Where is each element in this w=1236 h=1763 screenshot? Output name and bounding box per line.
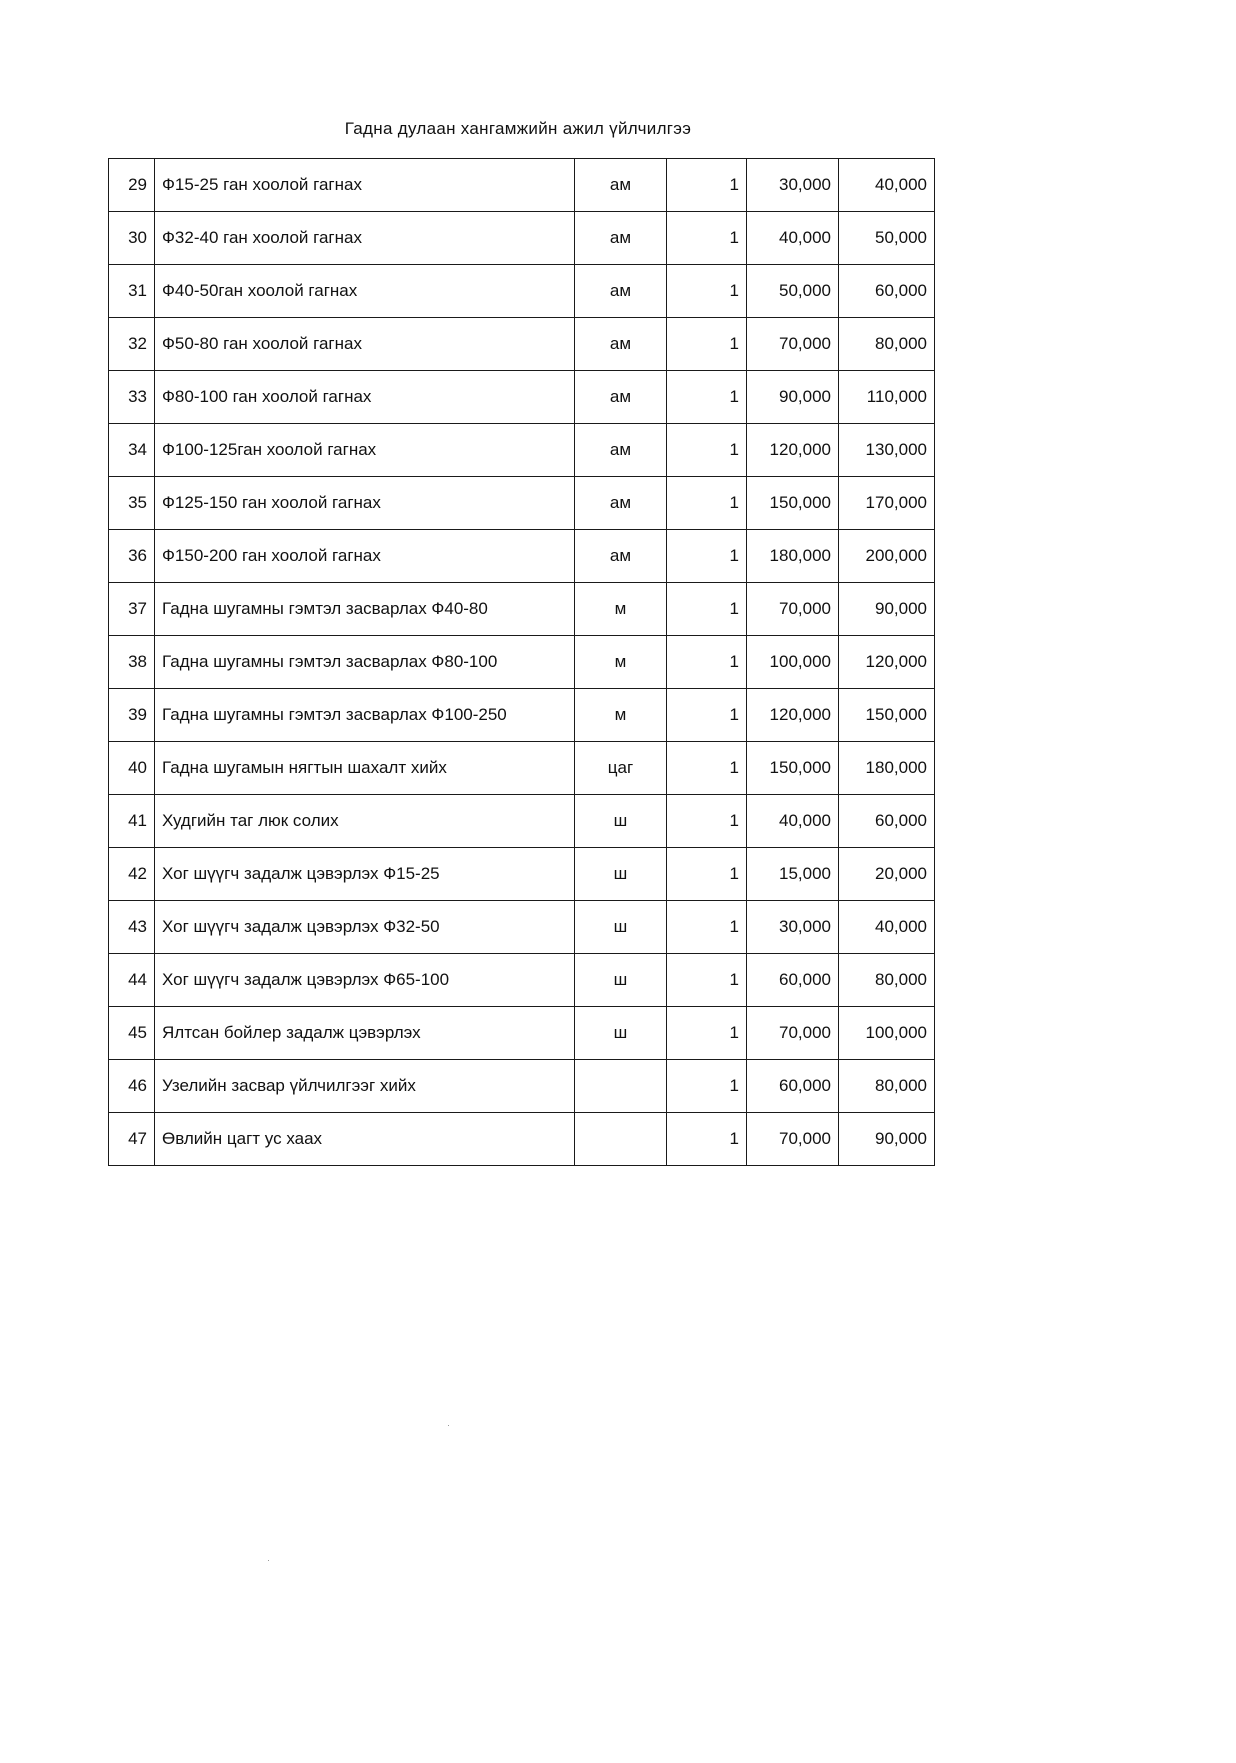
table-row: [109, 212, 935, 265]
quantity-cell: 1: [667, 1007, 747, 1060]
quantity-cell: 1: [667, 318, 747, 371]
price-min-cell: 150,000: [747, 742, 839, 795]
service-name-cell: Хог шүүгч задалж цэвэрлэх Ф32-50: [155, 901, 575, 954]
document-title: Гадна дулаан хангамжийн ажил үйлчилгээ: [344, 119, 692, 138]
price-min-cell: 100,000: [747, 636, 839, 689]
service-name-cell: Хог шүүгч задалж цэвэрлэх Ф65-100: [155, 954, 575, 1007]
quantity-cell: 1: [667, 901, 747, 954]
table-row: [109, 742, 935, 795]
quantity-cell: 1: [667, 1113, 747, 1166]
row-number-cell: 30: [109, 212, 155, 265]
service-name-cell: Гадна шугамны гэмтэл засварлах Ф40-80: [155, 583, 575, 636]
service-name-cell: Ф80-100 ган хоолой гагнах: [155, 371, 575, 424]
row-number-cell: 38: [109, 636, 155, 689]
price-min-cell: 60,000: [747, 954, 839, 1007]
price-max-cell: 150,000: [839, 689, 935, 742]
service-name-cell: Ф125-150 ган хоолой гагнах: [155, 477, 575, 530]
row-number-cell: 41: [109, 795, 155, 848]
price-max-cell: 110,000: [839, 371, 935, 424]
price-min-cell: 120,000: [747, 424, 839, 477]
price-min-cell: 150,000: [747, 477, 839, 530]
unit-cell: цаг: [575, 742, 667, 795]
row-number-cell: 36: [109, 530, 155, 583]
quantity-cell: 1: [667, 795, 747, 848]
table-body: [109, 159, 935, 1166]
row-number-cell: 42: [109, 848, 155, 901]
quantity-cell: 1: [667, 583, 747, 636]
row-number-cell: 40: [109, 742, 155, 795]
service-name-cell: Өвлийн цагт ус хаах: [155, 1113, 575, 1166]
price-min-cell: 70,000: [747, 318, 839, 371]
quantity-cell: 1: [667, 742, 747, 795]
quantity-cell: 1: [667, 530, 747, 583]
table-row: [109, 477, 935, 530]
row-number-cell: 37: [109, 583, 155, 636]
price-max-cell: 170,000: [839, 477, 935, 530]
unit-cell: [575, 1113, 667, 1166]
row-number-cell: 46: [109, 1060, 155, 1113]
unit-cell: ам: [575, 212, 667, 265]
unit-cell: ам: [575, 159, 667, 212]
table-row: [109, 1007, 935, 1060]
price-min-cell: 70,000: [747, 1113, 839, 1166]
service-name-cell: Худгийн таг люк солих: [155, 795, 575, 848]
unit-cell: ш: [575, 848, 667, 901]
table-row: [109, 530, 935, 583]
unit-cell: ш: [575, 795, 667, 848]
price-max-cell: 40,000: [839, 901, 935, 954]
unit-cell: ам: [575, 477, 667, 530]
service-name-cell: Гадна шугамны гэмтэл засварлах Ф100-250: [155, 689, 575, 742]
quantity-cell: 1: [667, 265, 747, 318]
row-number-cell: 43: [109, 901, 155, 954]
price-min-cell: 90,000: [747, 371, 839, 424]
quantity-cell: 1: [667, 848, 747, 901]
service-name-cell: Узелийн засвар үйлчилгээг хийх: [155, 1060, 575, 1113]
service-name-cell: Гадна шугамын нягтын шахалт хийх: [155, 742, 575, 795]
table-row: [109, 901, 935, 954]
quantity-cell: 1: [667, 689, 747, 742]
unit-cell: ам: [575, 318, 667, 371]
unit-cell: ш: [575, 954, 667, 1007]
service-name-cell: Ф100-125ган хоолой гагнах: [155, 424, 575, 477]
quantity-cell: 1: [667, 212, 747, 265]
row-number-cell: 29: [109, 159, 155, 212]
service-name-cell: Ф15-25 ган хоолой гагнах: [155, 159, 575, 212]
scan-speck: [268, 1560, 269, 1561]
unit-cell: [575, 1060, 667, 1113]
price-min-cell: 15,000: [747, 848, 839, 901]
price-max-cell: 100,000: [839, 1007, 935, 1060]
unit-cell: ш: [575, 1007, 667, 1060]
price-max-cell: 40,000: [839, 159, 935, 212]
price-min-cell: 30,000: [747, 159, 839, 212]
price-min-cell: 50,000: [747, 265, 839, 318]
table-row: [109, 795, 935, 848]
quantity-cell: 1: [667, 159, 747, 212]
service-name-cell: Ф32-40 ган хоолой гагнах: [155, 212, 575, 265]
table-row: [109, 159, 935, 212]
table-row: [109, 424, 935, 477]
quantity-cell: 1: [667, 954, 747, 1007]
table-row: [109, 583, 935, 636]
table-row: [109, 689, 935, 742]
row-number-cell: 44: [109, 954, 155, 1007]
price-max-cell: 90,000: [839, 1113, 935, 1166]
table-row: [109, 318, 935, 371]
row-number-cell: 31: [109, 265, 155, 318]
table-row: [109, 954, 935, 1007]
price-min-cell: 60,000: [747, 1060, 839, 1113]
table-row: [109, 848, 935, 901]
price-max-cell: 80,000: [839, 318, 935, 371]
price-max-cell: 20,000: [839, 848, 935, 901]
service-name-cell: Гадна шугамны гэмтэл засварлах Ф80-100: [155, 636, 575, 689]
price-max-cell: 90,000: [839, 583, 935, 636]
row-number-cell: 39: [109, 689, 155, 742]
table-row: [109, 636, 935, 689]
unit-cell: м: [575, 689, 667, 742]
price-min-cell: 40,000: [747, 795, 839, 848]
price-min-cell: 40,000: [747, 212, 839, 265]
unit-cell: ш: [575, 901, 667, 954]
table-row: [109, 1113, 935, 1166]
quantity-cell: 1: [667, 371, 747, 424]
price-min-cell: 180,000: [747, 530, 839, 583]
table-row: [109, 371, 935, 424]
quantity-cell: 1: [667, 636, 747, 689]
unit-cell: ам: [575, 530, 667, 583]
row-number-cell: 47: [109, 1113, 155, 1166]
price-max-cell: 60,000: [839, 795, 935, 848]
price-min-cell: 70,000: [747, 583, 839, 636]
price-max-cell: 60,000: [839, 265, 935, 318]
service-name-cell: Ялтсан бойлер задалж цэвэрлэх: [155, 1007, 575, 1060]
price-max-cell: 80,000: [839, 1060, 935, 1113]
price-min-cell: 120,000: [747, 689, 839, 742]
row-number-cell: 45: [109, 1007, 155, 1060]
unit-cell: ам: [575, 424, 667, 477]
scan-speck: [448, 1425, 449, 1426]
quantity-cell: 1: [667, 477, 747, 530]
row-number-cell: 34: [109, 424, 155, 477]
quantity-cell: 1: [667, 424, 747, 477]
service-name-cell: Хог шүүгч задалж цэвэрлэх Ф15-25: [155, 848, 575, 901]
unit-cell: ам: [575, 265, 667, 318]
price-max-cell: 200,000: [839, 530, 935, 583]
service-name-cell: Ф40-50ган хоолой гагнах: [155, 265, 575, 318]
price-max-cell: 120,000: [839, 636, 935, 689]
row-number-cell: 35: [109, 477, 155, 530]
quantity-cell: 1: [667, 1060, 747, 1113]
service-name-cell: Ф50-80 ган хоолой гагнах: [155, 318, 575, 371]
unit-cell: ам: [575, 371, 667, 424]
price-max-cell: 180,000: [839, 742, 935, 795]
table-row: [109, 1060, 935, 1113]
price-max-cell: 130,000: [839, 424, 935, 477]
price-min-cell: 30,000: [747, 901, 839, 954]
price-max-cell: 50,000: [839, 212, 935, 265]
unit-cell: м: [575, 583, 667, 636]
unit-cell: м: [575, 636, 667, 689]
price-min-cell: 70,000: [747, 1007, 839, 1060]
table-row: [109, 265, 935, 318]
price-max-cell: 80,000: [839, 954, 935, 1007]
row-number-cell: 33: [109, 371, 155, 424]
row-number-cell: 32: [109, 318, 155, 371]
price-table: [108, 158, 935, 1166]
service-name-cell: Ф150-200 ган хоолой гагнах: [155, 530, 575, 583]
